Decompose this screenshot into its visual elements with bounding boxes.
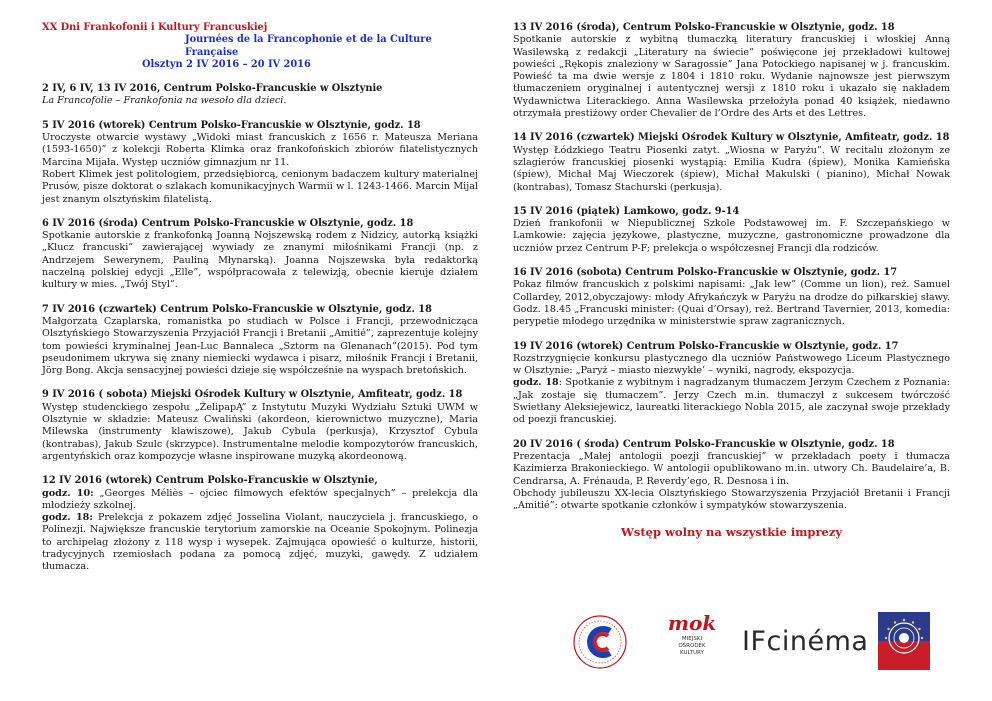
event-title: 12 IV 2016 (wtorek) Centrum Polsko-Francuskie w Olsztynie, (42, 475, 378, 487)
time-label: godz. 18 (513, 377, 559, 389)
event-title: 19 IV 2016 (wtorek) Centrum Polsko-Francuskie w Olsztynie, godz. 17 (513, 340, 899, 352)
event-description: Spotkanie autorskie z frankofonką Joanną Nojszewską rodem z Nidzicy, autorką książki „Klucz francuski” zawierającej wywiady ze znanymi miłośnikami Francji (np. z Andrzejem Sewerynem, Pauliną Młynarską). Joanna Nojszewska była redaktorką naczelną polskiej edycji „Elle”, współpracowała z telewizją, obecnie kieruje działem kultury w mies. „Twój Styl”. (42, 230, 478, 291)
event-title: 15 IV 2016 (piątek) Lamkowo, godz. 9-14 (513, 205, 740, 217)
event-description: Rozstrzygnięcie konkursu plastycznego dla uczniów Państwowego Liceum Plastycznego w Olsztynie: „Paryż – miasto niezwykłe’ – wyniki, nagrody, ekspozycja. (513, 352, 950, 377)
europe-circle-logo (878, 612, 930, 670)
ifcinema-logo: IFcinéma (742, 626, 869, 657)
event-description: Uroczyste otwarcie wystawy „Widoki miast francuskich z 1656 r. Mateusza Meriana (1593-1650)” z kolekcji Roberta Klimka oraz frankofońskich zbiorów filatelistycznych Marcina Mijała. Występ uczniów gimnazjum nr 11. (42, 132, 478, 168)
mok-logo-text: mok (667, 611, 717, 635)
event-text: : Spotkanie z wybitnym i nagradzanym tłumaczem Jerzym Czechem z Poznania: „Jak zostaje się tłumaczem”. Jerzy Czech m.in. tłumaczył z sukcesem twórczość Swietłany Aleksiejewicz, laureatki literackiego Nobla 2015, ale zaczynał swoje przekłady od poezji francuskiej. (513, 377, 951, 426)
event-block (513, 22, 950, 120)
event-text: „Georges Méliès – ojciec filmowych efektów specjalnych” – prelekcja dla młodzieży szkolnej. (42, 487, 478, 511)
event-title: 2 IV, 6 IV, 13 IV 2016, Centrum Polsko-Francuskie w Olsztynie (42, 83, 383, 95)
event-description: Dzień frankofonii w Niepublicznej Szkole Podstawowej im. F. Szczepańskiego w Lamkowie: zajęcia językowe, plastyczne, muzyczne, gastronomiczne prowadzone dla uczniów przez Centrum P-F; prelekcja o współczesnej Francji dla rodziców. (513, 218, 950, 254)
right-column (513, 22, 950, 539)
event-block (42, 304, 478, 378)
association-seal-logo (572, 614, 628, 670)
event-description (42, 512, 478, 573)
event-text: Prelekcja z pokazem zdjęć Josselina Violant, nauczyciela j. francuskiego, o Polinezji. Największe francuskie terytorium zamorskie na Oceanie Spokojnym. Polinezja to archipelag złożony z 118 wysp i wysepek. Zajmująca opowieść o kulturze, historii, tradycyjnych rzemiosłach podana za pomocą zdjęć, muzyki, gawędy. Z udziałem tłumacza. (42, 512, 478, 573)
event-title: 7 IV 2016 (czwartek) Centrum Polsko-Francuskie w Olsztynie, godz. 18 (42, 303, 432, 315)
event-description: Pokaz filmów francuskich z polskimi napisami: „Jak lew” (Comme un lion), reż. Samuel Collardey, 2012,obyczajowy: młody Afrykańczyk w Paryżu na drodze do piłkarskiej sławy. Godz. 18.45 „Francuski minister: (Quai d’Orsay), reż. Bertrand Tavernier, 2013, komedia: perypetie młodego urzędnika w ministerstwie spraw zagranicznych. (513, 279, 950, 328)
event-block (42, 389, 478, 463)
event-block (42, 475, 478, 573)
festival-dates: Olsztyn 2 IV 2016 – 20 IV 2016 (142, 58, 311, 70)
event-title: 13 IV 2016 (środa), Centrum Polsko-Francuskie w Olsztynie, godz. 18 (513, 22, 895, 33)
festival-title-fr: Journées de la Francophonie et de la Culture Française (185, 34, 432, 58)
event-description (42, 488, 478, 513)
event-block (42, 120, 478, 206)
event-block (513, 439, 950, 513)
time-label: godz. 18: (42, 512, 93, 524)
event-description (513, 377, 950, 426)
event-title: 20 IV 2016 ( środa) Centrum Polsko-Francuskie w Olsztynie, godz. 18 (513, 438, 895, 450)
left-column (42, 22, 478, 574)
mok-caption: MIEJSKI OŚRODEK KULTURY (678, 636, 706, 656)
event-description: Występ studenckiego zespołu „ŻelipapĄ” z Instytutu Muzyki Wydziału Sztuki UWM w Olsztynie w składzie: Mateusz Cwaliński (akordeon, kierownictwo muzyczne), Maria Milewska (instrumenty klawiszowe), Jakub Cybula (perkusja), Krzysztof Cybula (kontrabas), Jakub Szulc (skrzypce). Instrumentalne melodie kompozytorów francuskich, argentyńskich oraz kompozycje własne inspirowane muzyką akordeonową. (42, 401, 478, 462)
event-description: Małgorzata Czaplarska, romanistka po studiach w Polsce i Francji, przewodnicząca Olsztyńskiego Stowarzyszenia Przyjaciół Francji i Bretanii „Amitié”, zaprezentuje kolejny tom powieści kryminalnej Jean-Luc Bannaleca „Sztorm na Glenanach”(2015). Pod tym pseudonimem ukrywa się znany niemiecki wydawca i pisarz, miłośnik Francji i Bretanii, Jörg Bong. Akcja sensacyjnej powieści dzieje się współcześnie na wyspach bretońskich. (42, 315, 478, 377)
event-title: 5 IV 2016 (wtorek) Centrum Polsko-Francuskie w Olsztynie, godz. 18 (42, 119, 421, 131)
mok-logo (667, 612, 717, 672)
event-block (513, 206, 950, 255)
event-block (513, 267, 950, 328)
event-description: Obchody jubileuszu XX-lecia Olsztyńskiego Stowarzyszenia Przyjaciół Bretanii i Francji „Amitié”: otwarte spotkanie członków i sympatyków stowarzyszenia. (513, 487, 950, 512)
festival-title-pl: XX Dni Frankofonii i Kultury Francuskiej (42, 22, 268, 33)
event-title: 16 IV 2016 (sobota) Centrum Polsko-Francuskie w Olsztynie, godz. 17 (513, 267, 898, 279)
event-description: Występ Łódzkiego Teatru Piosenki zatyt. „Wiosna w Paryżu”. W recitalu złożonym ze szlagierów francuskiej piosenki wystąpią: Emilia Kudra (śpiew), Monika Kamieńska (śpiew), Michał Maj Wieczorek (śpiew), Michał Makulski ( pianino), Michał Nowak (kontrabas), Tomasz Stachurski (perkusja). (513, 144, 950, 193)
event-title: 6 IV 2016 (środa) Centrum Polsko-Francuskie w Olsztynie, godz. 18 (42, 217, 414, 229)
event-description: Prezentacja „Małej antologii poezji francuskiej” w przekładach poety i tłumacza Kazimierza Brakonieckiego. W antologii opublikowano m.in. utwory Ch. Baudelaire’a, B. Cendrarsa, A. Frénauda, P. Reverdy’ego, R. Desnosa i in. (513, 450, 950, 487)
event-description: Robert Klimek jest politologiem, przedsiębiorcą, cenionym badaczem kultury materialnej Prusów, pisze doktorat o szlakach komunikacyjnych Warmii w l. 1243-1466. Marcin Mijal jest znanym olsztyńskim filatelistą. (42, 168, 478, 205)
time-label: godz. 10: (42, 487, 94, 499)
event-block (42, 83, 478, 108)
event-title: 14 IV 2016 (czwartek) Miejski Ośrodek Kultury w Olsztynie, Amfiteatr, godz. 18 (513, 132, 950, 144)
event-description: La Francofolie – Frankofonia na wesoło dla dzieci. (42, 95, 287, 107)
free-entry-notice: Wstęp wolny na wszystkie imprezy (620, 525, 843, 540)
event-title: 9 IV 2016 ( sobota) Miejski Ośrodek Kultury w Olsztynie, Amfiteatr, godz. 18 (42, 389, 463, 401)
sponsor-logos (572, 612, 952, 672)
event-block (513, 132, 950, 193)
event-block (513, 341, 950, 427)
event-description: Spotkanie autorskie z wybitną tłumaczką literatury francuskiej i włoskiej Anną Wasilewską z redakcji „Literatury na świecie” poświęcone jej przekładowi kultowej powieści „Rękopis znaleziony w Saragossie” Jana Potockiego napisanej w j. francuskim. Powieść ta ma dwie wersje z 1804 i 1810 roku. Wydanie najnowsze jest pierwszym tłumaczeniem oryginalnej i autentycznej wersji z 1810 roku i ukazało się nakładem Wydawnictwa Literackiego. Anna Wasilewska przełożyła ponad 40 książek, niedawno otrzymała prestiżowy order Chevalier de l’Ordre des Arts et des Lettres. (513, 34, 950, 120)
event-block (42, 218, 478, 292)
